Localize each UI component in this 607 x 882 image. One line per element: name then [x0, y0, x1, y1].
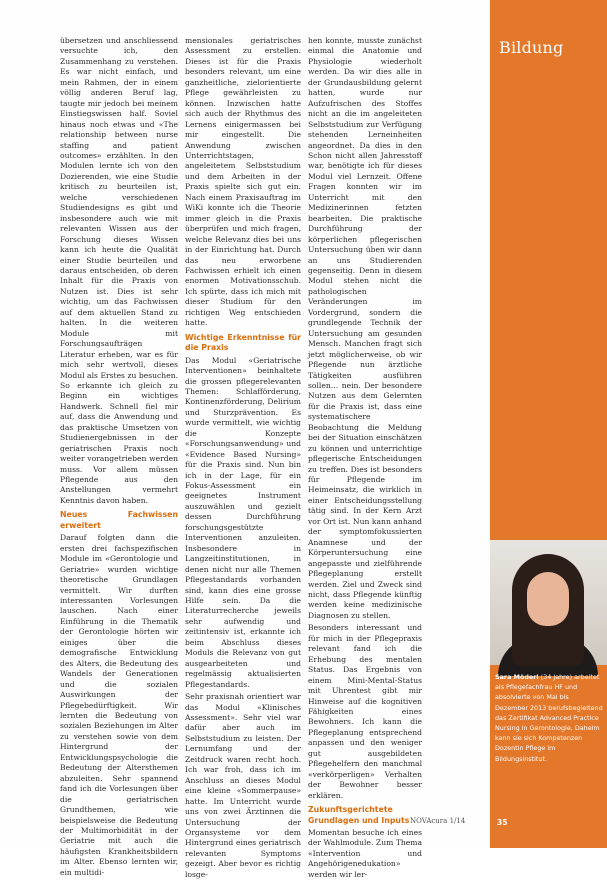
photo-face — [527, 572, 569, 626]
magazine-name: NOVAcura — [410, 817, 448, 825]
paragraph: Sehr praxisnah orientiert war das Modul «Klinisches Assessment». Sehr viel war dafür aber auch im Selbststudium zu leisten. Der Lernumfang und der Zeitdruck waren recht hoch. Ich war froh, dass ich im Anschluss an dieses Modul eine kleine «Sommerpause» hatte. Im Unterricht wurde uns von zwei Ärztinnen die Untersuchung der Organsysteme vor dem Hintergrund eines geriatrisch relevanten Symptoms gezeigt. Aber bevor es richtig losge- — [185, 692, 301, 879]
author-name: Sara Möderl — [495, 673, 539, 681]
section-heading: Neues Fachwissen erweitert — [60, 510, 178, 530]
paragraph: hen konnte, musste zunächst einmal die Anatomie und Physiologie wiederholt werden. Da wir dies alle in der Grundausbildung gelernt hatten, wurde nur Aufzufrischen des Stoffes nicht an die im angeleiteten Selbststudium zur Verfügung stehenden Lerneinheiten angeordnet. Da dies in den Schon nicht allen Jahresstoff war, benötigte ich für dieses Modul viel Lernzeit. Offene Fragen konnten wir im Unterricht mit den Medizinerinnen fetzten bearbeiten. Die praktische Durchführung der körperlichen pflegerischen Untersuchung üben wir dann an uns Studierenden gegenseitig. Denn in diesem Modul stehen nicht die pathologischen Veränderungen im Vordergrund, sondern die grundlegende Technik der Untersuchung am gesunden Mensch. Manchen fragt sich jetzt möglicherweise, ob wir Pflegende nun ärztliche Tätigkeiten ausführen sollen… nein. Der besondere Nutzen aus dem Gelernten für die Praxis ist, dass eine systematischere Beobachtung die Meldung bei der Situation einschätzen zu können und unterrichtige pflegerische Entscheidungen zu treffen. Dies ist besonders für Pflegende im Heimeinsatz, die wirklich in einer Entscheidungsstellung tätig sind. In der Kern Arzt vor Ort ist. Nun kann anhand der symptomfokussierten Anamnese und der Körperuntersuchung eine angepasste und zielführende Pflegeplanung erstellt werden. Ziel und Zweck sind nicht, dass Pflegende künftig werden keine medizinische Diagnosen zu stellen. — [308, 36, 422, 620]
paragraph: Das Modul «Geriatrische Interventionen» beinhaltete die grossen pflegerelevanten Themen: Schlafförderung, Kontinenzförderung, Delirium und Sturzprävention. Es wurde vermittelt, wie wichtig die Konzepte «Forschungsanwendung» und «Evidence Based Nursing» für die Praxis sind. Nun bin ich in der Lage, für ein Fokus-Assessment ein geeignetes Instrument auszuwählen und gezielt dessen Durchführung forschungsgestützte Interventionen anzuleiten. Insbesondere in Langzeitinstitutionen, in denen nicht nur alle Themen Pflegestandards vorhanden sind, kann dies eine grosse Hilfe sein. Da die Literaturrecherche jeweils sehr aufwendig und zeitintensiv ist, erkannte ich beim Abschluss dieses Moduls die Relevanz von gut ausgearbeiteten und regelmässig aktualisierten Pflegestandards. — [185, 355, 301, 689]
text-column-2 — [185, 36, 301, 882]
section-title: Bildung — [499, 38, 564, 57]
text-column-3 — [308, 36, 422, 882]
paragraph: Besonders interessant und für mich in der Pflegepraxis relevant fand ich die Erhebung des mentalen Status. Das Ergebnis von einem Mini-Mental-Status mit Uhrentest gibt mir Hinweise auf die kognitiven Fähigkeiten eines Bewohners. Ich kann die Pflegeplanung entsprechend anpassen und den weniger gut ausgebildeten Pflegehelfern den manchmal «verkörperligen» Verhalten der Bewohner besser erklären. — [308, 623, 422, 800]
paragraph: Darauf folgten dann die ersten drei fachspezifischen Module im «Gerontologie und Geriatrie» wurden wichtige theoretische Grundlagen vermittelt. Wir durften interessanten Vorlesungen lauschen. Nach einer Einführung in die Thematik der Gerontologie hörten wir einiges über die demografische Entwicklung des Alters, die Bedeutung des Wandels der Generationen und die sozialen Auswirkungen der Pflegebedürftigkeit. Wir lernten die Bedeutung von sozialen Beziehungen im Alter zu verstehen sowie von dem Hintergrund der Entwicklungspsychologie die Bedeutung der Altersthemen abzuleiten. Sehr spannend fand ich die Vorlesungen über die geriatrischen Grundthemen, wie beispielsweise die Bedeutung der Multimorbidität in der Geriatrie mit auch die häufigsten Krankheitsbildern im Alter. Ebenso lernten wir, ein multidi- — [60, 533, 178, 877]
author-photo — [490, 540, 607, 665]
author-bio: (34 Jahre) arbeitet als Pflegefachfrau HF und absolvierte von Mai bis Dezember 2013 berufsbegleitend das Zertifikat Advanced Practice Nursing in Gerontologie, Daheim kann sie sich Kompetenzen Dozentin Pflege im Bildungsinstitut. — [495, 673, 603, 763]
paragraph: übersetzen und anschliessend versuchte ich, den Zusammenhang zu verstehen. Es war nicht einfach, und mein Rahmen, der in einem völlig anderen Beruf lag, taugte mir jedoch bei meinem Einstiegswissen half. Soviel hinaus noch etwas und «The relationship between nurse staffing and patient outcomes» erzählten. In den Modulen lernte ich von den Dozierenden, wie eine Studie kritisch zu beurteilen ist, welche verschiedenen Studiendesigns es gibt und insbesondere auch wie mit relevanten Wissen aus der Forschung dieses Wissen kann ich heute die Qualität einer Studie beurteilen und daraus entscheiden, ob deren Inhalt für die Praxis von Nutzen ist. Dies ist sehr wichtig, um das Fachwissen auf dem aktuellen Stand zu halten. In die weiteren Module mit Forschungsaufträgen Literatur erheben, war es für mich sehr wertvoll, dieses Modul als Erstes zu besuchen. So erkannte ich gleich zu Beginn ein wichtiges Handwerk. Schnell fiel mir auf, dass die Anwendung und das praktische Umsetzen von Studienergebnissen in der geriatrischen Praxis noch weiter vorangetrieben werden muss. Vor allem müssen Pflegende aus den Anstellungen vermehrt Kenntnis davon haben. — [60, 36, 178, 505]
paragraph: Momentan besuche ich eines der Wahlmodule. Zum Thema «Intervention und Angehörigenedukation» werden wir ler- — [308, 827, 422, 879]
issue-number: 1/14 — [449, 817, 466, 825]
paragraph: mensionales geriatrisches Assessment zu erstellen. Dieses ist für die Praxis besonders relevant, um eine ganzheitliche, zielorientierte Pflege gewährleisten zu können. Inzwischen hatte sich auch der Rhythmus des Lernens einigermassen bei mir eingestellt. Die Anwendung zwischen Unterrichtstagen, angeleitetem Selbststudium und dem Arbeiten in der Praxis spielte sich gut ein. Nach einem Praxisauftrag im WiKi konnte ich die Theorie immer gleich in die Praxis überprüfen und mich fragen, welche Relevanz dies bei uns in der Einrichtung hat. Durch das neu erworbene Fachwissen erhielt ich einen enormen Motivationsschub. Ich spürte, dass ich mich mit dieser Studium für den richtigen Weg entschieden hatte. — [185, 36, 301, 328]
page-number: 35 — [497, 818, 508, 827]
author-caption — [495, 672, 603, 764]
section-heading: Zukunftsgerichtete Grundlagen und Inputs — [308, 805, 410, 825]
text-column-1 — [60, 36, 178, 880]
section-heading: Wichtige Erkenntnisse für die Praxis — [185, 332, 301, 353]
footer — [410, 817, 465, 825]
